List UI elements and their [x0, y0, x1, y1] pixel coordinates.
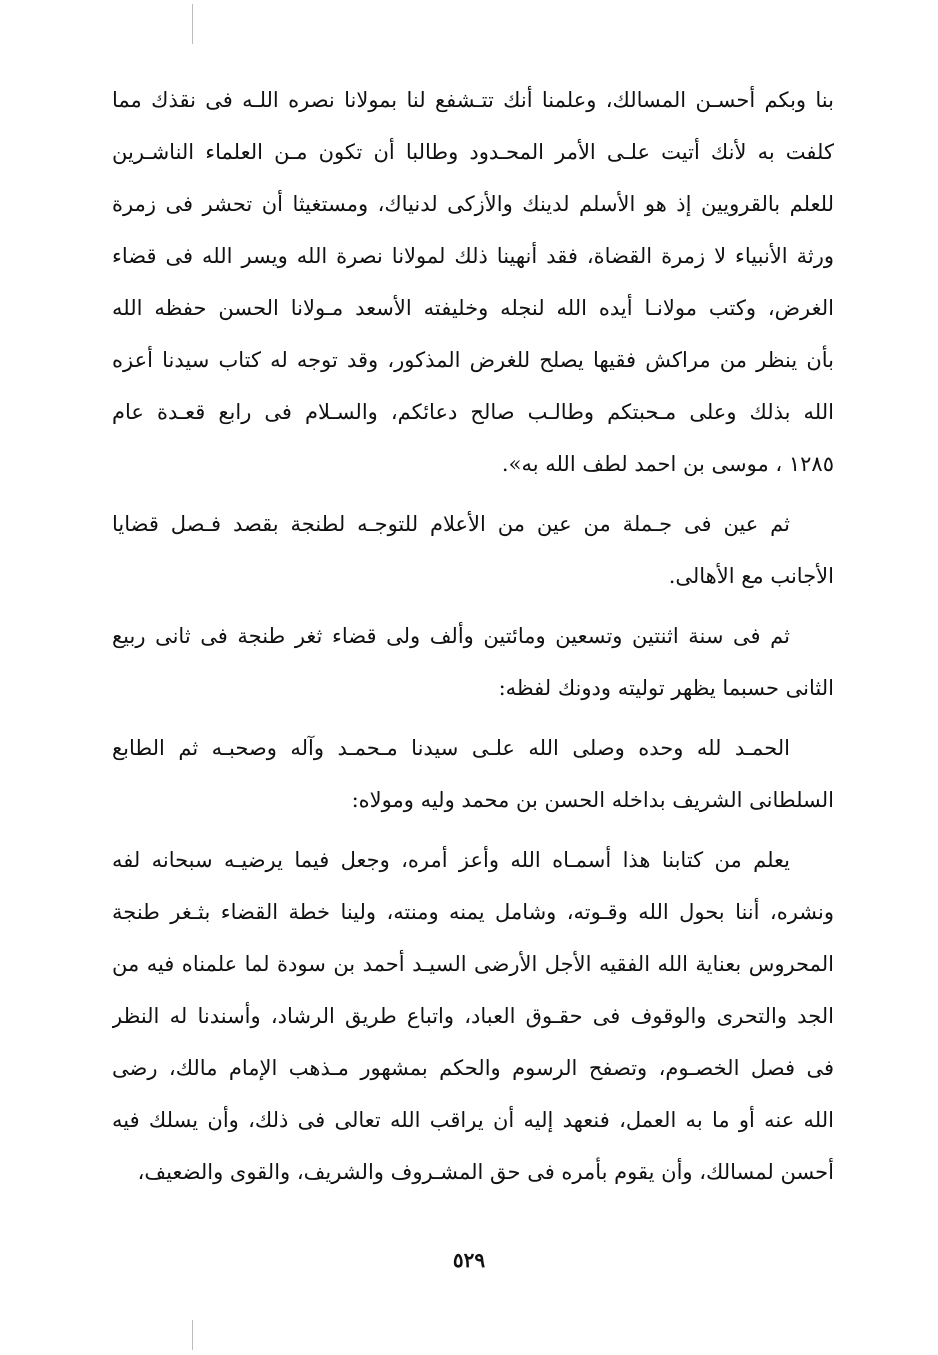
- text-line: ١٢٨٥ ، موسى بن احمد لطف الله به».: [501, 452, 834, 476]
- text-line: أحسن لمسالك، وأن يقوم بأمره فى حق المشـروف والشريف، والقوى والضعيف،: [137, 1160, 834, 1184]
- text-line: للعلم بالقرويين إذ هو الأسلم لدينك والأزكى لدنياك، ومستغيثا أن تحشر فى زمرة: [112, 192, 834, 216]
- paragraph-gap: [112, 826, 834, 834]
- text-line: بنا وبكم أحسـن المسالك، وعلمنا أنك تتـشفع لنا بمولانا نصره اللـه فى نقذك مما: [112, 88, 834, 112]
- text-line: الجد والتحرى والوقوف فى حقـوق العباد، واتباع طريق الرشاد، وأسندنا له النظر: [112, 1004, 834, 1028]
- scan-mark-top: [192, 4, 193, 44]
- paragraph-gap: [112, 714, 834, 722]
- page-number: ٥٢٩: [452, 1248, 486, 1272]
- text-line: يعلم من كتابنا هذا أسمـاه الله وأعز أمره، وجعل فيما يرضيـه سبحانه لفه: [112, 848, 790, 872]
- paragraph: [112, 834, 834, 1198]
- scan-mark-bottom: [192, 1320, 193, 1350]
- text-line: السلطانى الشريف بداخله الحسن بن محمد وليه ومولاه:: [351, 788, 834, 812]
- text-line: بأن ينظر من مراكش فقيها يصلح للغرض المذكور، وقد توجه له كتاب سيدنا أعزه: [112, 348, 834, 372]
- text-line: ثم فى سنة اثنتين وتسعين ومائتين وألف ولى قضاء ثغر طنجة فى ثانى ربيع: [112, 624, 790, 648]
- text-line: الثانى حسبما يظهر توليته ودونك لفظه:: [498, 676, 834, 700]
- paragraph-gap: [112, 490, 834, 498]
- paragraph: [112, 498, 834, 602]
- paragraph: [112, 722, 834, 826]
- body-text: [112, 74, 834, 1198]
- text-line: كلفت به لأنك أتيت علـى الأمر المحـدود وطالبا أن تكون مـن العلماء الناشـرين: [112, 140, 834, 164]
- text-line: فى فصل الخصـوم، وتصفح الرسوم والحكم بمشهور مـذهب الإمام مالك، رضى: [112, 1056, 834, 1080]
- text-line: الله بذلك وعلى مـحبتكم وطالـب صالح دعائكم، والسـلام فى رابع قعـدة عام: [112, 400, 834, 424]
- text-line: ورثة الأنبياء لا زمرة القضاة، فقد أنهينا ذلك لمولانا نصرة الله ويسر الله فى قضاء: [112, 244, 834, 268]
- text-line: ثم عين فى جـملة من عين من الأعلام للتوجـه لطنجة بقصد فـصل قضايا: [112, 512, 790, 536]
- text-line: الله عنه أو ما به العمل، فنعهد إليه أن يراقب الله تعالى فى ذلك، وأن يسلك فيه: [112, 1108, 834, 1132]
- paragraph: [112, 610, 834, 714]
- paragraph-gap: [112, 602, 834, 610]
- text-line: الغرض، وكتب مولانـا أيده الله لنجله وخليفته الأسعد مـولانا الحسن حفظه الله: [112, 296, 834, 320]
- text-line: المحروس بعناية الله الفقيه الأجل الأرضى السيـد أحمد بن سودة لما علمناه فيه من: [112, 952, 834, 976]
- paragraph: [112, 74, 834, 490]
- text-line: الحمـد لله وحده وصلى الله علـى سيدنا مـحمـد وآله وصحبـه ثم الطابع: [112, 736, 790, 760]
- text-line: الأجانب مع الأهالى.: [668, 564, 834, 588]
- text-line: ونشره، أننا بحول الله وقـوته، وشامل يمنه ومنته، ولينا خطة القضاء بثـغر طنجة: [112, 900, 834, 924]
